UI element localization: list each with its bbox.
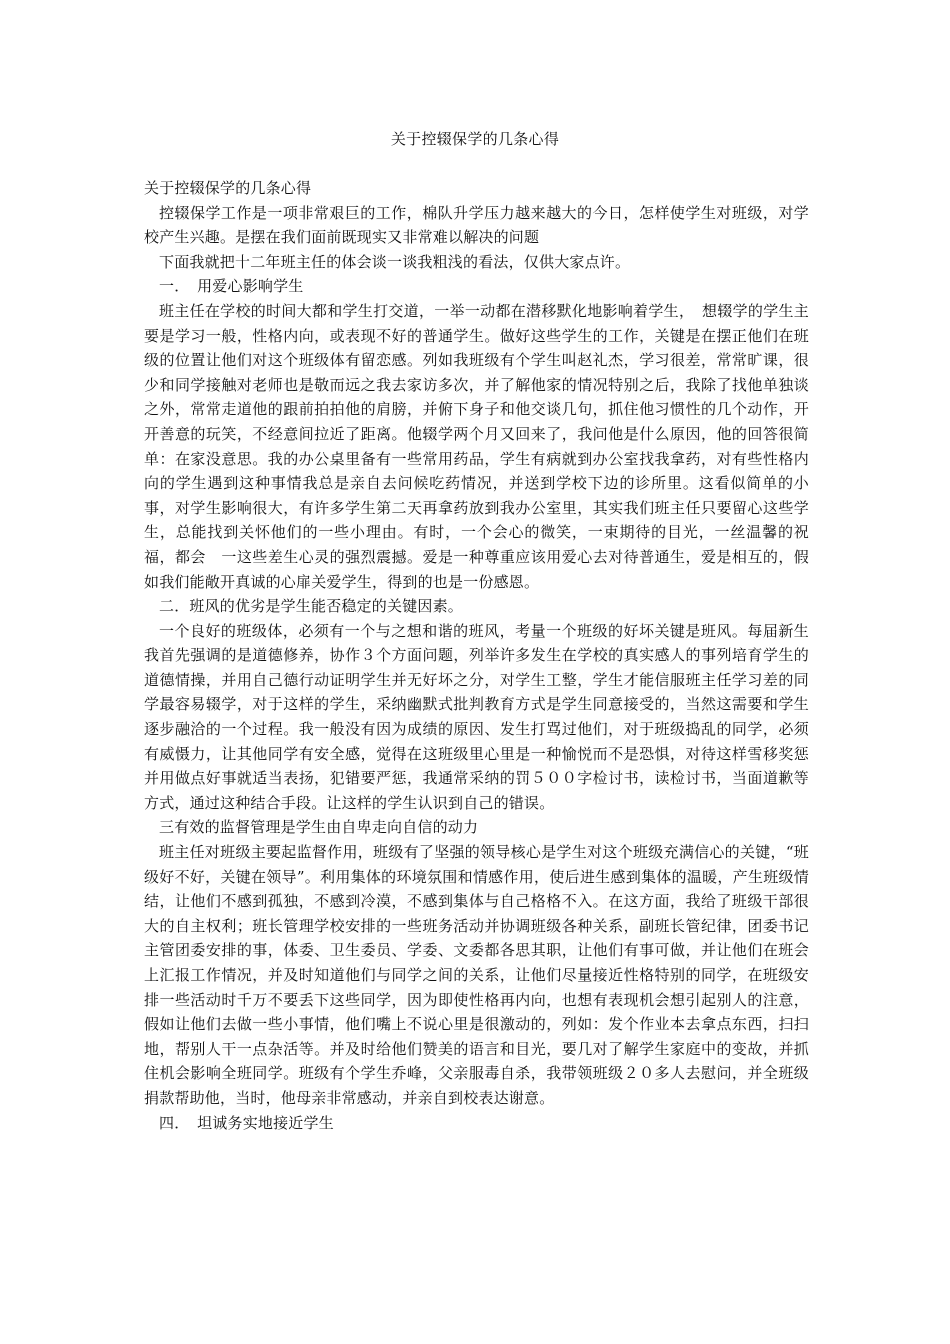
paragraph-section-2: 一个良好的班级体，必须有一个与之想和谐的班风，考量一个班级的好坏关键是班风。每届新生我首先强调的是道德修养，协作３个方面问题，列举许多发生在学校的真实感人的事列培育学生的道德情操，并用自己德行动证明学生并无好坏之分，对学生工整，学生才能信服班主任学习差的同学最容易辍学，对于这样的学生，采纳幽默式批判教育方式是学生同意接受的，当然这需要和学生逐步融洽的一个过程。我一般没有因为成绩的原因、发生打骂过他们，对于班级捣乱的同学，必须有威慑力，让其他同学有安全感，觉得在这班级里心里是一种愉悦而不是恐惧，对待这样雪移奖惩并用做点好事就适当表扬，犯错要严惩，我通常采纳的罚５００字检讨书，读检讨书，当面道歉等方式，通过这种结合手段。让这样的学生认识到自己的错误。 — [144, 621, 809, 812]
paragraph-preface: 下面我就把十二年班主任的体会谈一谈我粗浅的看法，仅供大家点许。 — [159, 252, 631, 271]
section-heading-3: 三有效的监督管理是学生由自卑走向自信的动力 — [159, 818, 479, 837]
section-heading-2: 二．班风的优劣是学生能否稳定的关键因素。 — [159, 597, 464, 616]
paragraph-section-1: 班主任在学校的时间大都和学生打交道，一举一动都在潜移默化地影响着学生， 想辍学的学生主要是学习一般，性格内向，或表现不好的普通学生。做好这些学生的工作，关键是在摆正他们在班级的位置让他们对这个班级体有留恋感。列如我班级有个学生叫赵礼杰，学习很差，常常旷课，很少和同学接触对老师也是敬而远之我去家访多次，并了解他家的情况特别之后，我除了找他单独谈之外，常常走道他的跟前拍拍他的肩膀，并俯下身子和他交谈几句，抓住他习惯性的几个动作，开开善意的玩笑，不经意间拉近了距离。他辍学两个月又回来了，我问他是什么原因，他的回答很简单：在家没意思。我的办公桌里备有一些常用药品，学生有病就到办公室找我拿药，对有些性格内向的学生遇到这种事情我总是亲自去问候吃药情况，并送到学校下边的诊所里。这看似简单的小事，对学生影响很大，有许多学生第二天再拿药放到我办公室里，其实我们班主任只要留心这些学生，总能找到关怀他们的一些小理由。有时，一个会心的微笑，一束期待的目光，一丝温馨的祝福，都会 一这些差生心灵的强烈震撼。爱是一种尊重应该用爱心去对待普通生，爱是相互的，假如我们能敞开真诚的心扉关爱学生，得到的也是一份感恩。 — [144, 301, 809, 591]
section-heading-4: 四． 坦诚务实地接近学生 — [159, 1113, 334, 1132]
paragraph-section-3: 班主任对班级主要起监督作用，班级有了坚强的领导核心是学生对这个班级充满信心的关键，“班级好不好，关键在领导”。利用集体的环境氛围和情感作用，使后进生感到集体的温暖，产生班级情结，让他们不感到孤独，不感到冷漠，不感到集体与自己格格不入。在这方面，我给了班级干部很大的自主权利；班长管理学校安排的一些班务活动并协调班级各种关系，副班长管纪律，团委书记主管团委安排的事，体委、卫生委员、学委、文委都各思其职，让他们有事可做，并让他们在班会上汇报工作情况，并及时知道他们与同学之间的关系，让他们尽量接近性格特别的同学，在班级安排一些活动时千万不要丢下这些同学，因为即使性格再内向，也想有表现机会想引起别人的注意，假如让他们去做一些小事情，他们嘴上不说心里是很激动的，列如：发个作业本去拿点东西，扫扫地，帮别人干一点杂活等。并及时给他们赞美的语言和目光，要几对了解学生家庭中的变故，并抓住机会影响全班同学。班级有个学生乔峰，父亲服毒自杀，我带领班级２０多人去慰问，并全班级捐款帮助他，当时，他母亲非常感动，并亲自到校表达谢意。 — [144, 843, 809, 1107]
page-title: 关于控辍保学的几条心得 — [390, 130, 560, 148]
paragraph-intro: 控辍保学工作是一项非常艰巨的工作，棉队升学压力越来越大的今日，怎样使学生对班级，对学校产生兴趣。是摆在我们面前既现实又非常难以解决的问题 — [144, 203, 809, 247]
document-subtitle: 关于控辍保学的几条心得 — [144, 179, 312, 197]
document-body — [144, 176, 809, 1135]
section-heading-1: 一． 用爱心影响学生 — [159, 277, 304, 296]
